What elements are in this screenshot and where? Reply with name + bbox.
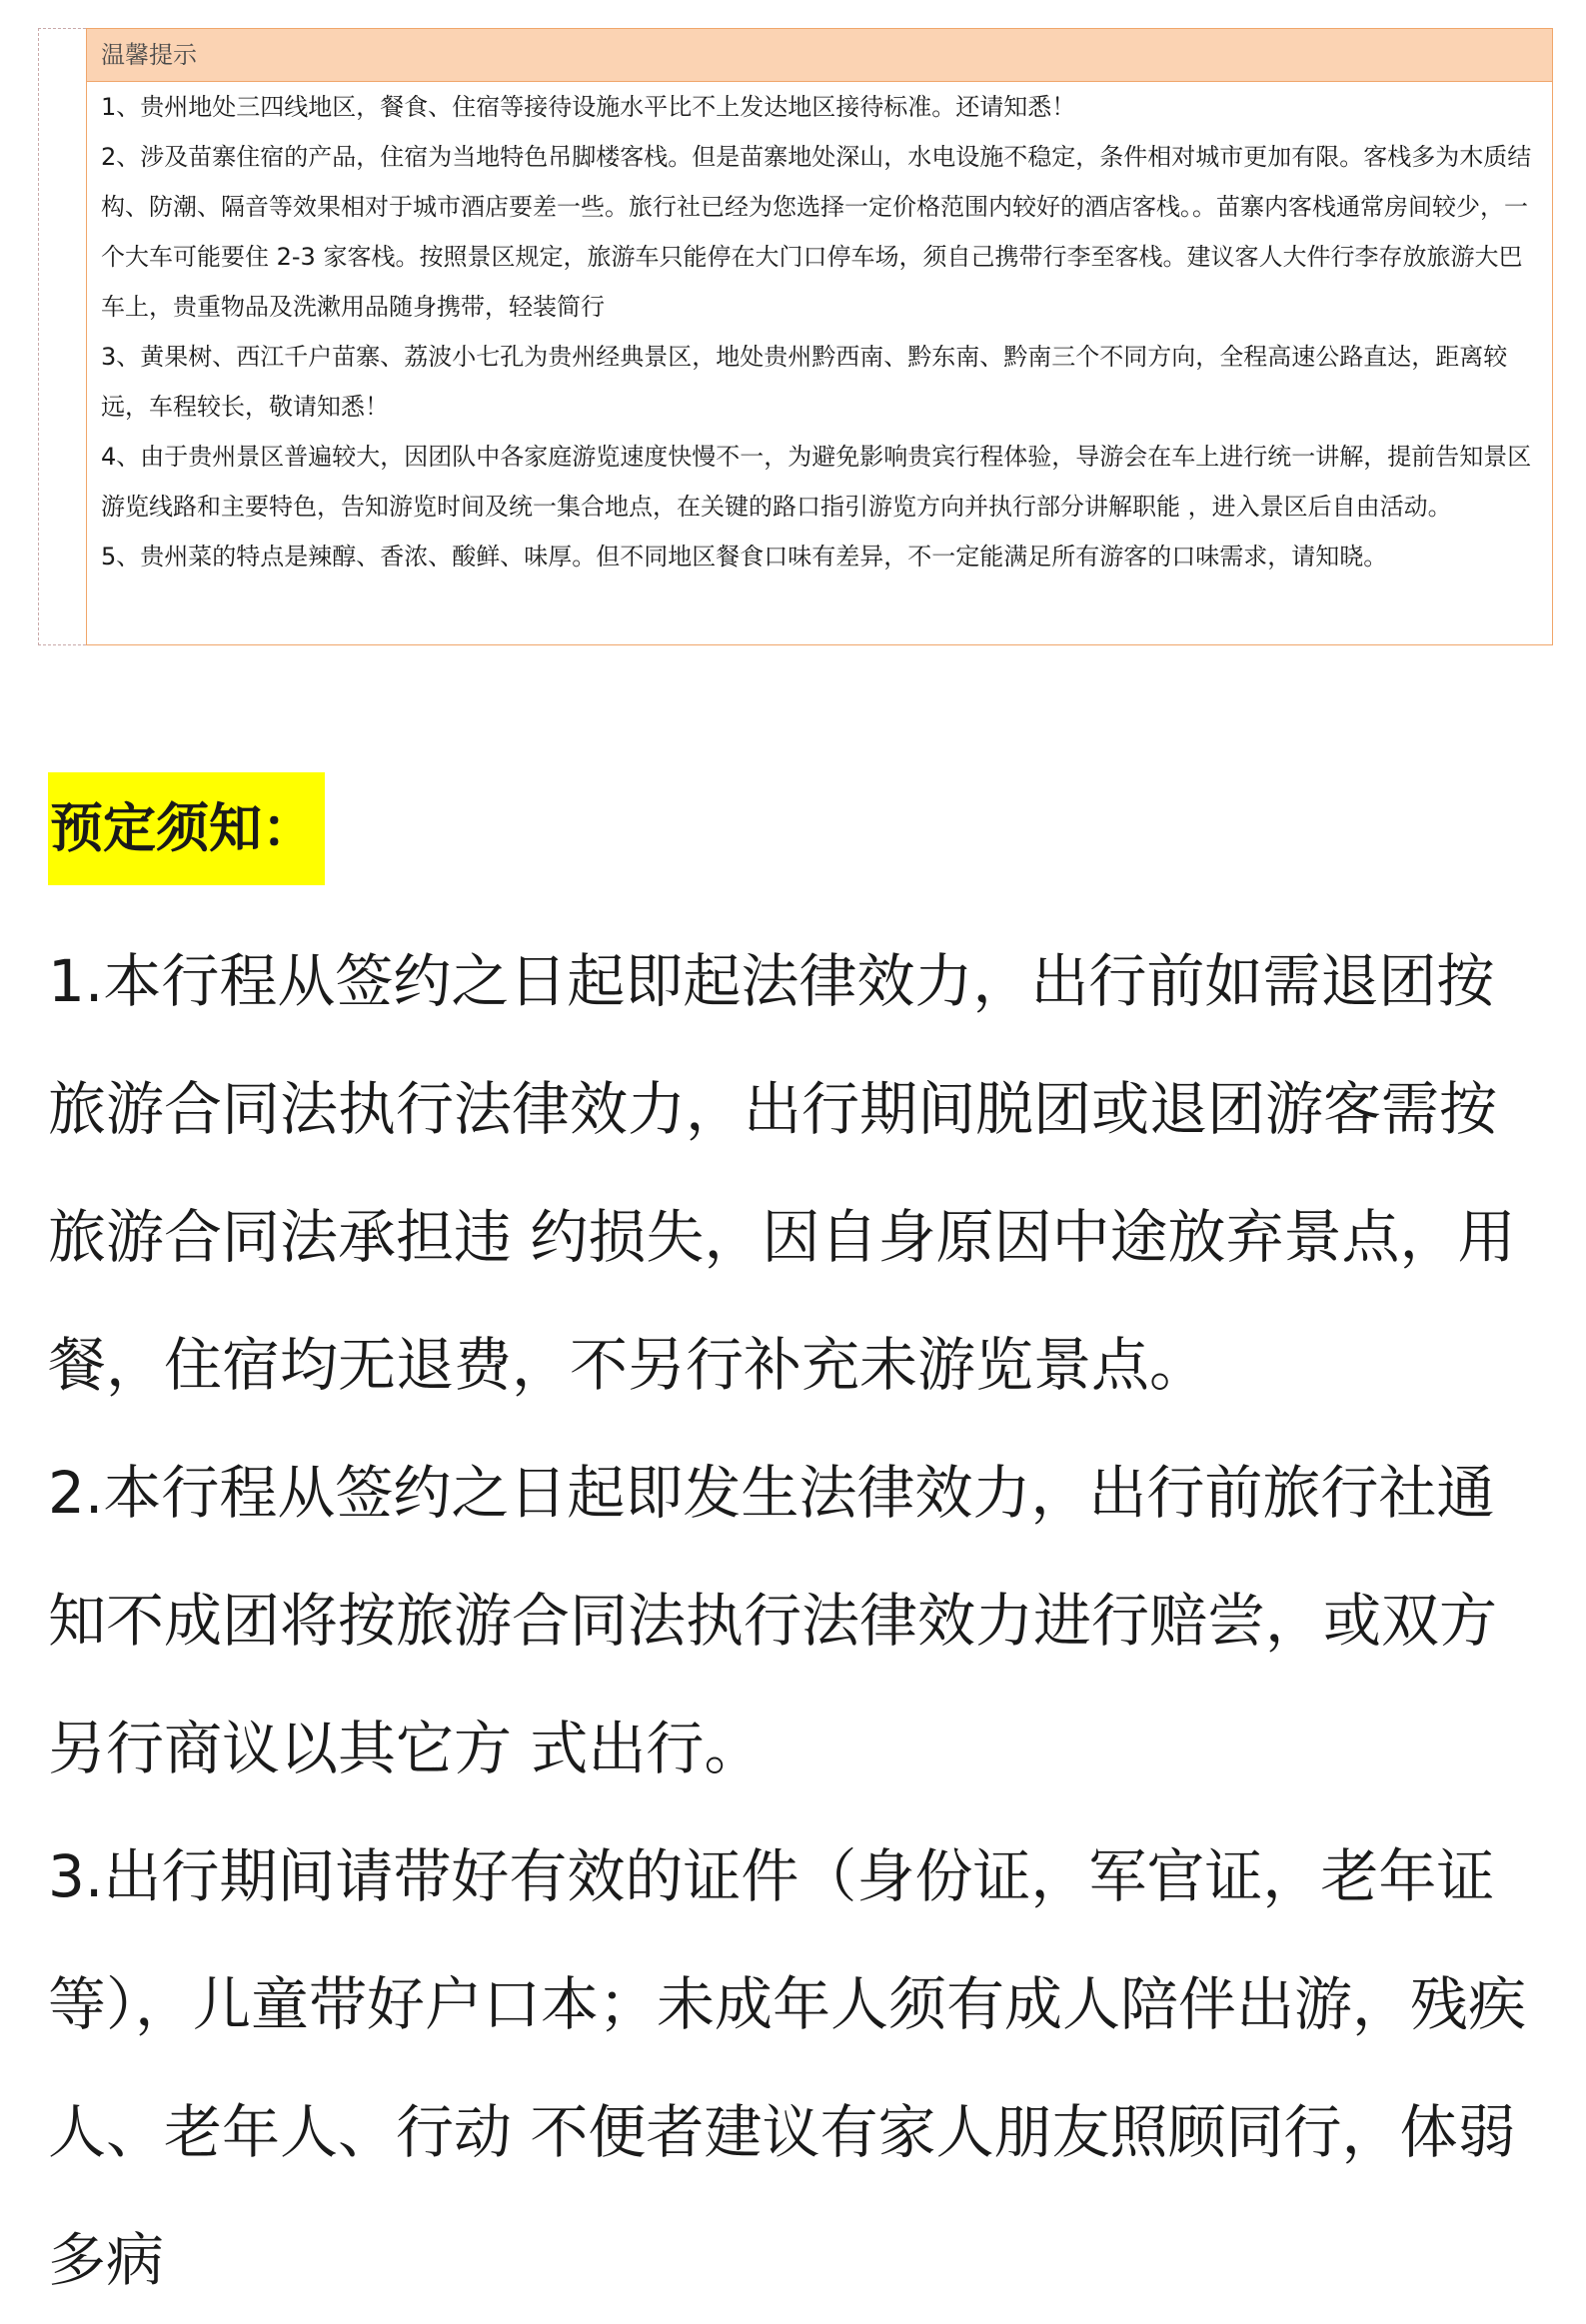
booking-notice-body: [48, 917, 1547, 2324]
booking-item-3: 3.出行期间请带好有效的证件（身份证，军官证，老年证等），儿童带好户口本；未成年人须有成人陪伴出游，残疾人、老年人、行动 不便者建议有家人朋友照顾同行，体弱多病: [48, 1842, 1527, 2294]
booking-item-2: 2.本行程从签约之日起即发生法律效力，出行前旅行社通知不成团将按旅游合同法执行法律效力进行赔尝，或双方另行商议以其它方 式出行。: [48, 1459, 1498, 1782]
booking-item-1: 1.本行程从签约之日起即起法律效力，出行前如需退团按旅游合同法执行法律效力，出行期间脱团或退团游客需按旅游合同法承担违 约损失，因自身原因中途放弃景点，用餐，住宿均无退费，不另行补充未游览景点。: [48, 947, 1516, 1399]
booking-notice-title: 预定须知：: [48, 772, 325, 885]
tip-item-2: 2、涉及苗寨住宿的产品，住宿为当地特色吊脚楼客栈。但是苗寨地处深山，水电设施不稳定，条件相对城市更加有限。客栈多为木质结构、防潮、隔音等效果相对于城市酒店要差一些。旅行社已经为您选择一定价格范围内较好的酒店客栈。。苗寨内客栈通常房间较少，一个大车可能要住 2-3 家客栈。按照景区规定，旅游车只能停在大门口停车场，须自己携带行李至客栈。建议客人大件行李存放旅游大巴车上，贵重物品及洗漱用品随身携带，轻装简行: [101, 143, 1532, 321]
tips-body: [87, 82, 1552, 581]
tips-box: [86, 28, 1553, 645]
tip-item-5: 5、贵州菜的特点是辣醇、香浓、酸鲜、味厚。但不同地区餐食口味有差异，不一定能满足所有游客的口味需求，请知晓。: [101, 543, 1388, 571]
tips-header: 温馨提示: [87, 29, 1552, 82]
tip-item-4: 4、由于贵州景区普遍较大，因团队中各家庭游览速度快慢不一，为避免影响贵宾行程体验，导游会在车上进行统一讲解，提前告知景区游览线路和主要特色，告知游览时间及统一集合地点，在关键的路口指引游览方向并执行部分讲解职能 ，进入景区后自由活动。: [101, 443, 1532, 521]
tip-item-1: 1、贵州地处三四线地区，餐食、住宿等接待设施水平比不上发达地区接待标准。还请知悉！: [101, 93, 1076, 121]
tip-item-3: 3、黄果树、西江千户苗寨、荔波小七孔为贵州经典景区，地处贵州黔西南、黔东南、黔南三个不同方向，全程高速公路直达，距离较远，车程较长，敬请知悉！: [101, 343, 1508, 421]
